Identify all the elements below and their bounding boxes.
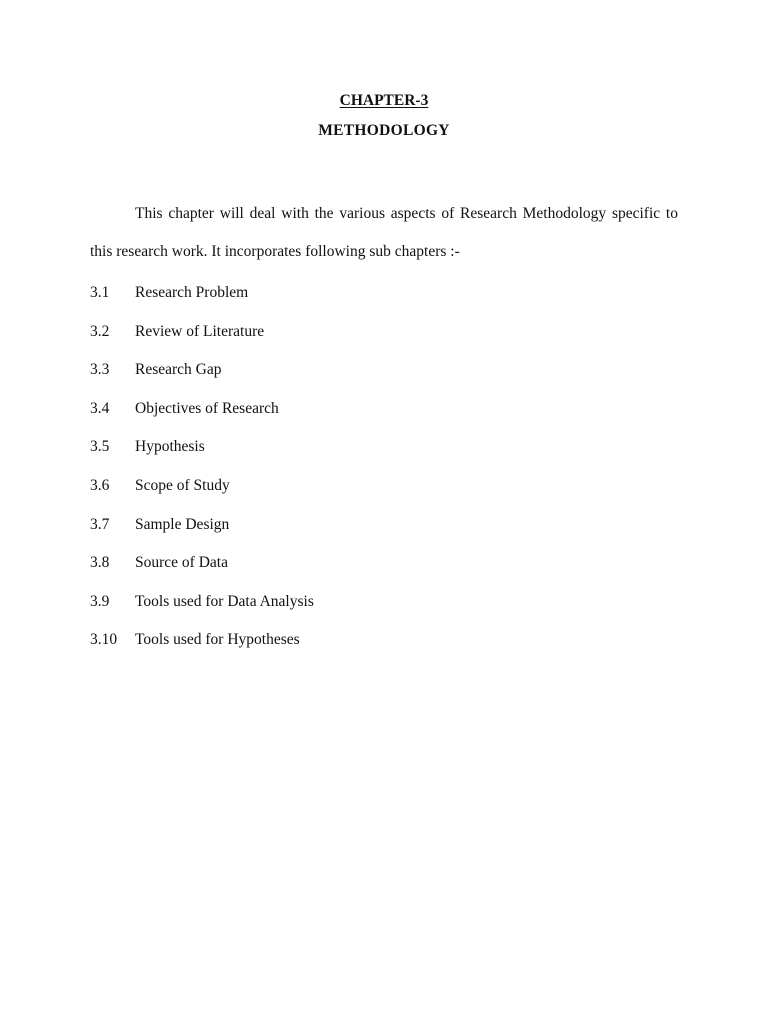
subchapter-label: Tools used for Data Analysis [135, 592, 314, 610]
subchapter-number: 3.5 [90, 438, 110, 456]
subchapter-list [90, 284, 678, 670]
subchapter-item [90, 438, 678, 477]
subchapter-number: 3.9 [90, 592, 110, 610]
subchapter-item [90, 400, 678, 439]
subchapter-label: Scope of Study [135, 476, 230, 494]
subchapter-item [90, 554, 678, 593]
chapter-title-heading: METHODOLOGY [318, 122, 450, 139]
intro-paragraph: This chapter will deal with the various aspects of Research Methodology specific to this research work. It incorporates following sub chapters :- [90, 205, 678, 260]
subchapter-number: 3.7 [90, 515, 110, 533]
subchapter-label: Source of Data [135, 554, 228, 572]
subchapter-item [90, 284, 678, 323]
subchapter-number: 3.8 [90, 554, 110, 572]
subchapter-number: 3.4 [90, 399, 110, 417]
subchapter-label: Sample Design [135, 515, 230, 533]
chapter-number-heading: CHAPTER-3 [339, 92, 429, 109]
subchapter-number: 3.10 [90, 631, 118, 649]
subchapter-label: Hypothesis [135, 438, 205, 456]
subchapter-number: 3.6 [90, 476, 110, 494]
subchapter-label: Tools used for Hypotheses [135, 631, 300, 649]
subchapter-label: Objectives of Research [135, 399, 279, 417]
subchapter-number: 3.3 [90, 361, 110, 379]
subchapter-item [90, 631, 678, 670]
subchapter-label: Research Gap [135, 361, 222, 379]
subchapter-item [90, 593, 678, 632]
subchapter-number: 3.2 [90, 322, 110, 340]
subchapter-item [90, 516, 678, 555]
subchapter-number: 3.1 [90, 284, 110, 301]
subchapter-item [90, 477, 678, 516]
subchapter-label: Review of Literature [135, 322, 265, 340]
subchapter-item [90, 361, 678, 400]
subchapter-label: Research Problem [135, 284, 249, 301]
subchapter-item [90, 323, 678, 362]
